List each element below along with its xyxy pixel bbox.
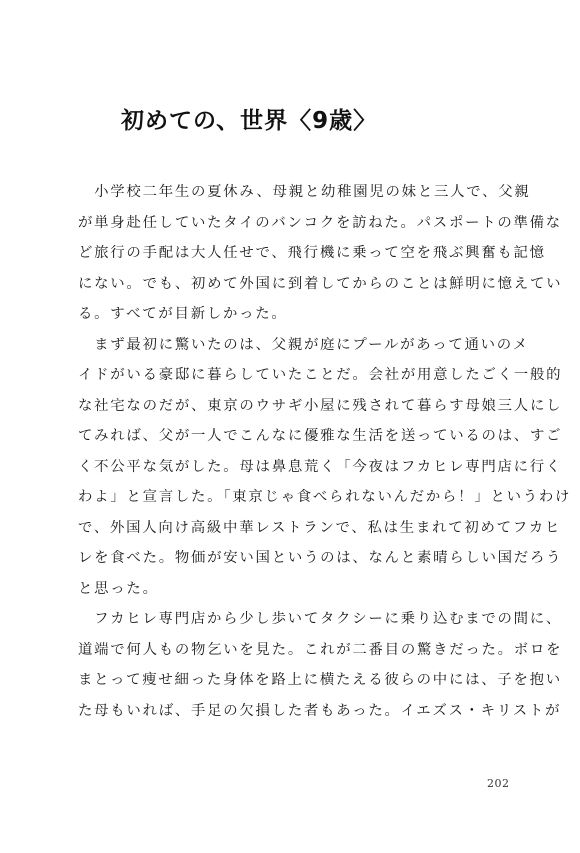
text-line: てみれば、父が一人でこんなに優雅な生活を送っているのは、すご	[78, 428, 563, 444]
text-line: イドがいる豪邸に暮らしていたことだ。会社が用意したごく一般的	[78, 367, 563, 383]
text-line: ど旅行の手配は大人任せで、飛行機に乗って空を飛ぶ興奮も記憶	[78, 245, 546, 261]
page-number: 202	[487, 777, 510, 790]
text-line: まとって痩せ細った身体を路上に横たえる彼らの中には、子を抱い	[78, 672, 562, 688]
text-line: レを食べた。物価が安い国というのは、なんと素晴らしい国だろう	[78, 550, 563, 566]
chapter-title: 初めての、世界〈9歳〉	[121, 108, 378, 134]
body-text	[78, 177, 572, 726]
text-line: と思った。	[78, 580, 159, 597]
text-line: る。すべてが目新しかった。	[78, 306, 288, 322]
text-line: 道端で何人もの物乞いを見た。これが二番目の驚きだった。ボロを	[78, 641, 563, 658]
text-line: で、外国人向け高級中華レストランで、私は生まれて初めてフカヒ	[78, 519, 562, 536]
text-line: が単身赴任していたタイのバンコクを訪ねた。パスポートの準備な	[78, 214, 562, 231]
text-line: にない。でも、初めて外国に到着してからのことは鮮明に憶えてい	[78, 275, 563, 292]
text-line: フカヒレ専門店から少し歩いてタクシーに乗り込むまでの間に、	[78, 611, 563, 627]
text-line: わよ」と宣言した。「東京じゃ食べられないんだから！」というわけ	[78, 489, 572, 505]
text-line: く不公平な気がした。母は鼻息荒く「今夜はフカヒレ専門店に行く	[78, 458, 563, 475]
text-line: な社宅なのだが、東京のウサギ小屋に残されて暮らす母娘三人にし	[78, 397, 563, 414]
text-line: まず最初に驚いたのは、父親が庭にプールがあって通いのメ	[78, 336, 530, 353]
text-line: た母もいれば、手足の欠損した者もあった。イエズス・キリストが	[78, 702, 562, 719]
text-line: 小学校二年生の夏休み、母親と幼稚園児の妹と三人で、父親	[78, 184, 531, 200]
